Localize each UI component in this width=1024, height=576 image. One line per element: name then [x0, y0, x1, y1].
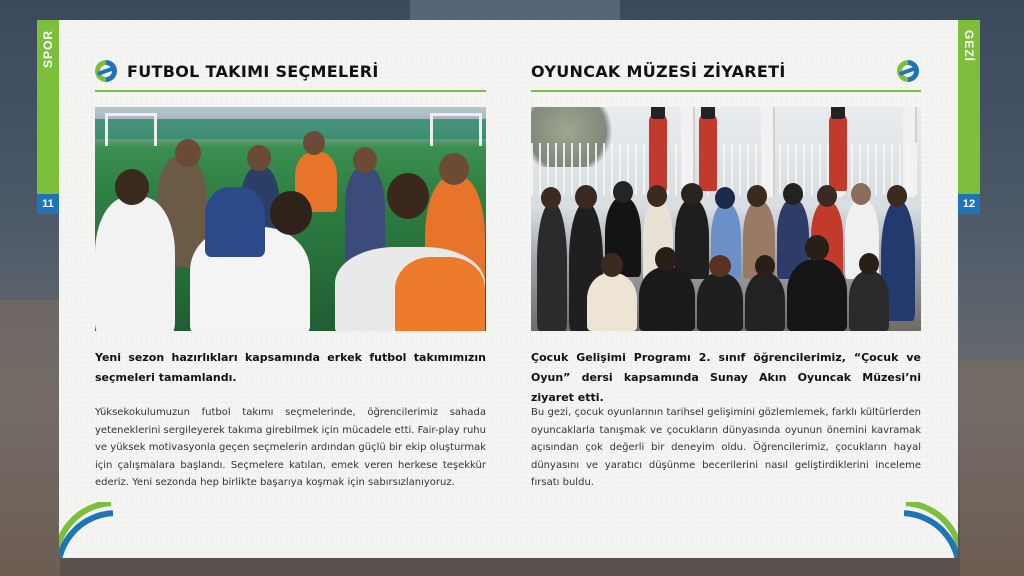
article-lead: Yeni sezon hazırlıkları kapsamında erkek futbol takımımızın seçmeleri tamamlandı. — [95, 351, 486, 384]
magazine-spread — [59, 20, 958, 558]
background-building-right — [960, 360, 1024, 576]
page-number-right: 12 — [958, 194, 980, 214]
background-building-left — [0, 300, 60, 576]
toy-museum-group-photo — [531, 107, 921, 331]
football-team-tryouts-photo — [95, 107, 486, 331]
corner-swoosh-left — [59, 502, 115, 558]
article-toy-museum-visit — [531, 20, 921, 558]
article-title: OYUNCAK MÜZESİ ZİYARETİ — [531, 61, 786, 81]
article-header — [531, 58, 921, 84]
section-label: SPOR — [41, 30, 55, 69]
article-body: Bu gezi, çocuk oyunlarının tarihsel gelişimini gözlemlemek, farklı kültürlerden oyuncaklarla tanışmak ve çocukların dünyasında oyunun önemini kavramak açısından çok değerli bir deneyim oldu. Öğrencilerimiz, çocukların hayal dünyasını ve yaratıcı düşünme becerilerini nasıl geliştirdiklerini inceleme fırsatı buldu. — [531, 407, 921, 488]
article-body: Yüksekokulumuzun futbol takımı seçmelerinde, öğrencilerimiz sahada yeteneklerini sergileyerek takıma girebilmek için mücadele etti. Fair-play ruhu ve yüksek motivasyonla geçen seçmelerin ardından güçlü bir ekip oluşturmak için çalışmalara başlandı. Seçmelere katılan, emek veren herkese teşekkür ederiz. Yeni sezonda hep birlikte başarıya koşmak için sabırsızlanıyoruz. — [95, 407, 486, 488]
title-divider — [531, 90, 921, 92]
brand-logo-icon — [95, 60, 117, 82]
section-tab-spor — [37, 20, 59, 194]
article-header — [95, 58, 379, 84]
corner-swoosh-right — [902, 502, 958, 558]
article-lead: Çocuk Gelişimi Programı 2. sınıf öğrencilerimiz, “Çocuk ve Oyun” dersi kapsamında Sunay Akın Oyuncak Müzesi’ni ziyaret etti. — [531, 351, 921, 404]
article-football-tryouts — [95, 20, 486, 558]
title-divider — [95, 90, 486, 92]
page-number-left: 11 — [37, 194, 59, 214]
background-tower-top — [410, 0, 620, 20]
section-label: GEZİ — [962, 30, 976, 63]
article-title: FUTBOL TAKIMI SEÇMELERİ — [127, 61, 379, 81]
brand-logo-icon — [897, 60, 919, 82]
section-tab-gezi — [958, 20, 980, 194]
